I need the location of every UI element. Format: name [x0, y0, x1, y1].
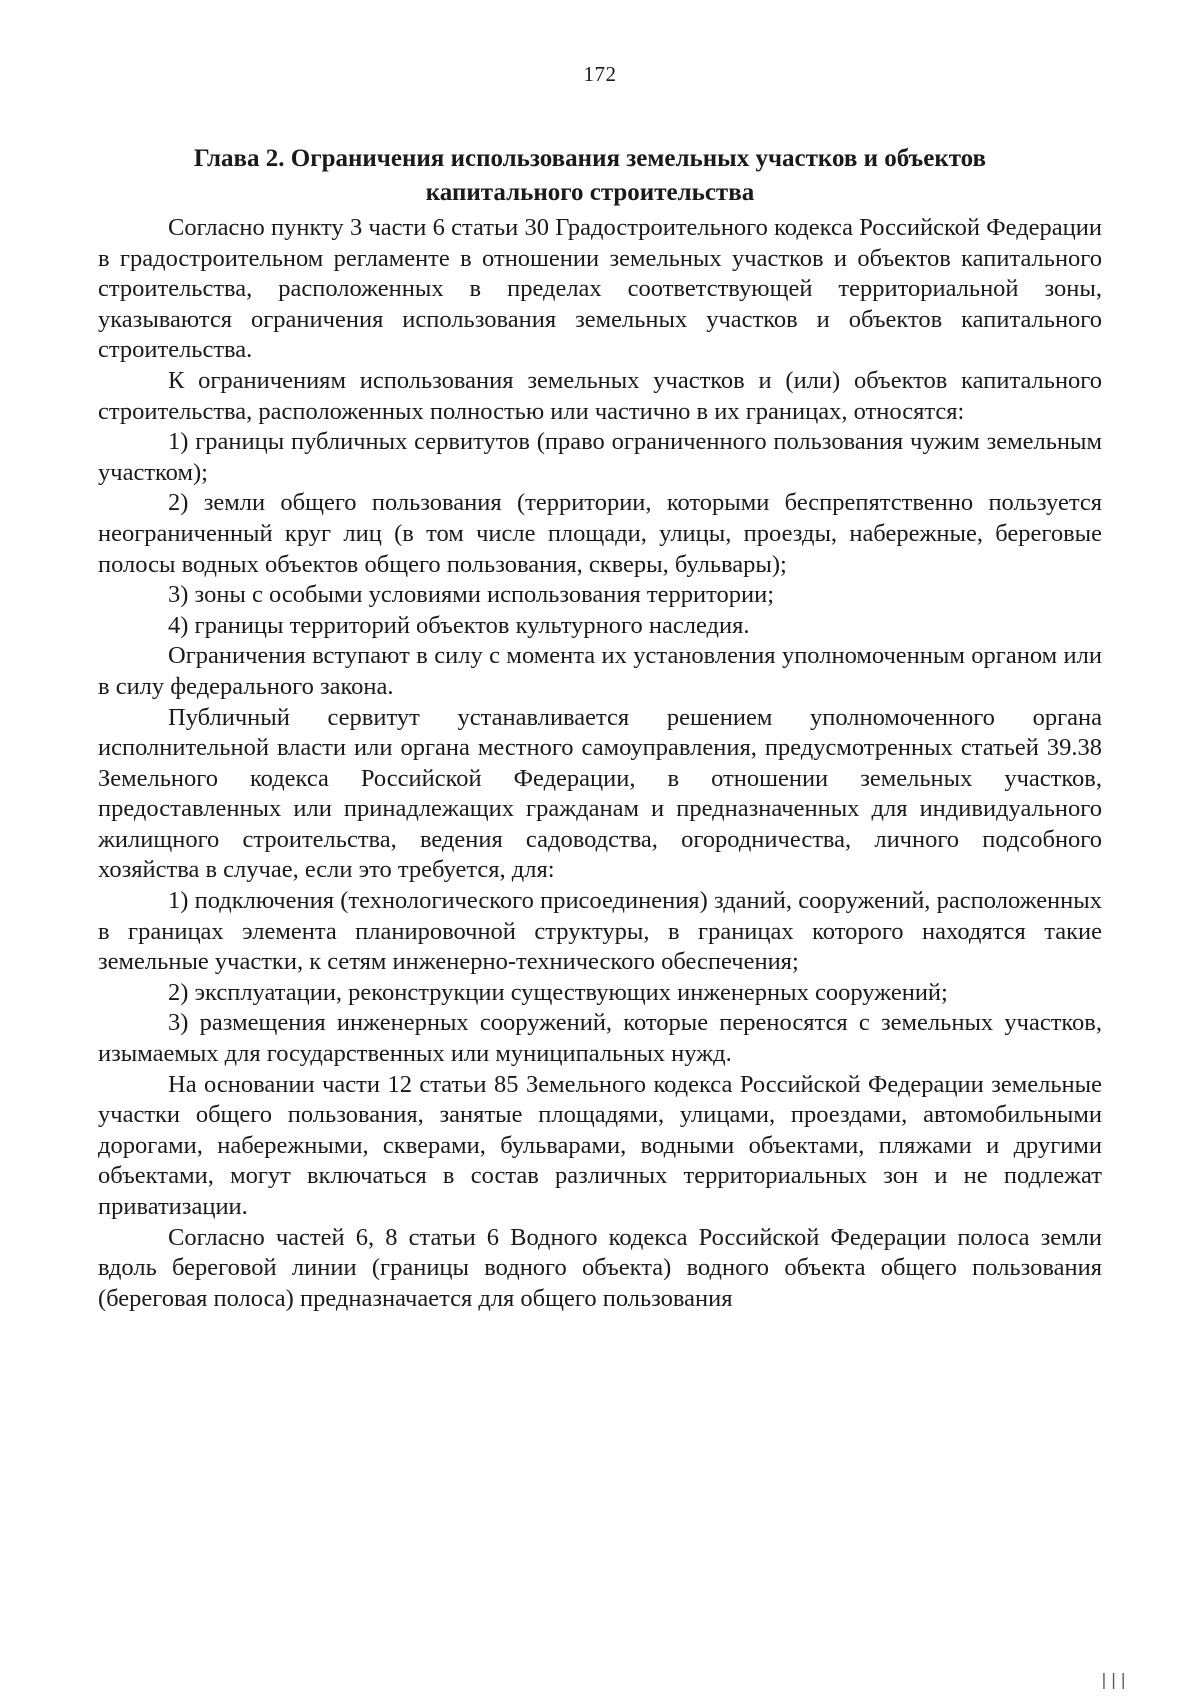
list-item: 2) земли общего пользования (территории, которыми беспрепятственно пользуется неограниченный круг лиц (в том числе площади, улицы, проезды, набережные, береговые полосы водных объектов общего пользования, скверы, бульвары); [98, 489, 1102, 578]
paragraph: Публичный сервитут устанавливается решением уполномоченного органа исполнительной власти или органа местного самоуправления, предусмотренных статьей 39.38 Земельного кодекса Российской Федерации, в отношении земельных участков, предоставленных или принадлежащих гражданам и предназначенных для индивидуального жилищного строительства, ведения садоводства, огородничества, личного подсобного хозяйства в случае, если это требуется, для: [98, 703, 1102, 884]
scan-corner-mark: ||| [1099, 1670, 1128, 1689]
paragraph: На основании части 12 статьи 85 Земельного кодекса Российской Федерации земельные участки общего пользования, занятые площадями, улицами, проездами, автомобильными дорогами, набережными, скверами, бульварами, водными объектами, пляжами и другими объектами, могут включаться в состав различных территориальных зон и не подлежат приватизации. [98, 1070, 1102, 1220]
chapter-title [120, 142, 1060, 210]
page-number: 172 [583, 62, 617, 86]
list-item: 2) эксплуатации, реконструкции существующих инженерных сооружений; [168, 978, 948, 1006]
list-item: 1) подключения (технологического присоединения) зданий, сооружений, расположенных в границах элемента планировочной структуры, в границах которого находятся такие земельные участки, к сетям инженерно-технического обеспечения; [98, 887, 1102, 976]
list-item: 3) зоны с особыми условиями использования территории; [168, 581, 775, 609]
document-body [98, 213, 1102, 1314]
paragraph: Согласно частей 6, 8 статьи 6 Водного кодекса Российской Федерации полоса земли вдоль береговой линии (границы водного объекта) водного объекта общего пользования (береговая полоса) предназначается для общего пользования [98, 1223, 1102, 1312]
list-item: 3) размещения инженерных сооружений, которые переносятся с земельных участков, изымаемых для государственных или муниципальных нужд. [98, 1009, 1102, 1068]
chapter-title-line-2: капитального строительства [425, 179, 755, 206]
paragraph: Согласно пункту 3 части 6 статьи 30 Градостроительного кодекса Российской Федерации в градостроительном регламенте в отношении земельных участков и объектов капитального строительства, расположенных в пределах соответствующей территориальной зоны, указываются ограничения использования земельных участков и объектов капитального строительства. [98, 214, 1102, 364]
paragraph: К ограничениям использования земельных участков и (или) объектов капитального строительства, расположенных полностью или частично в их границах, относятся: [98, 366, 1102, 425]
paragraph: Ограничения вступают в силу с момента их установления уполномоченным органом или в силу федерального закона. [98, 642, 1102, 700]
list-item: 4) границы территорий объектов культурного наследия. [168, 611, 750, 639]
chapter-title-line-1: Глава 2. Ограничения использования земельных участков и объектов [193, 145, 987, 172]
list-item: 1) границы публичных сервитутов (право ограниченного пользования чужим земельным участком); [98, 428, 1102, 486]
